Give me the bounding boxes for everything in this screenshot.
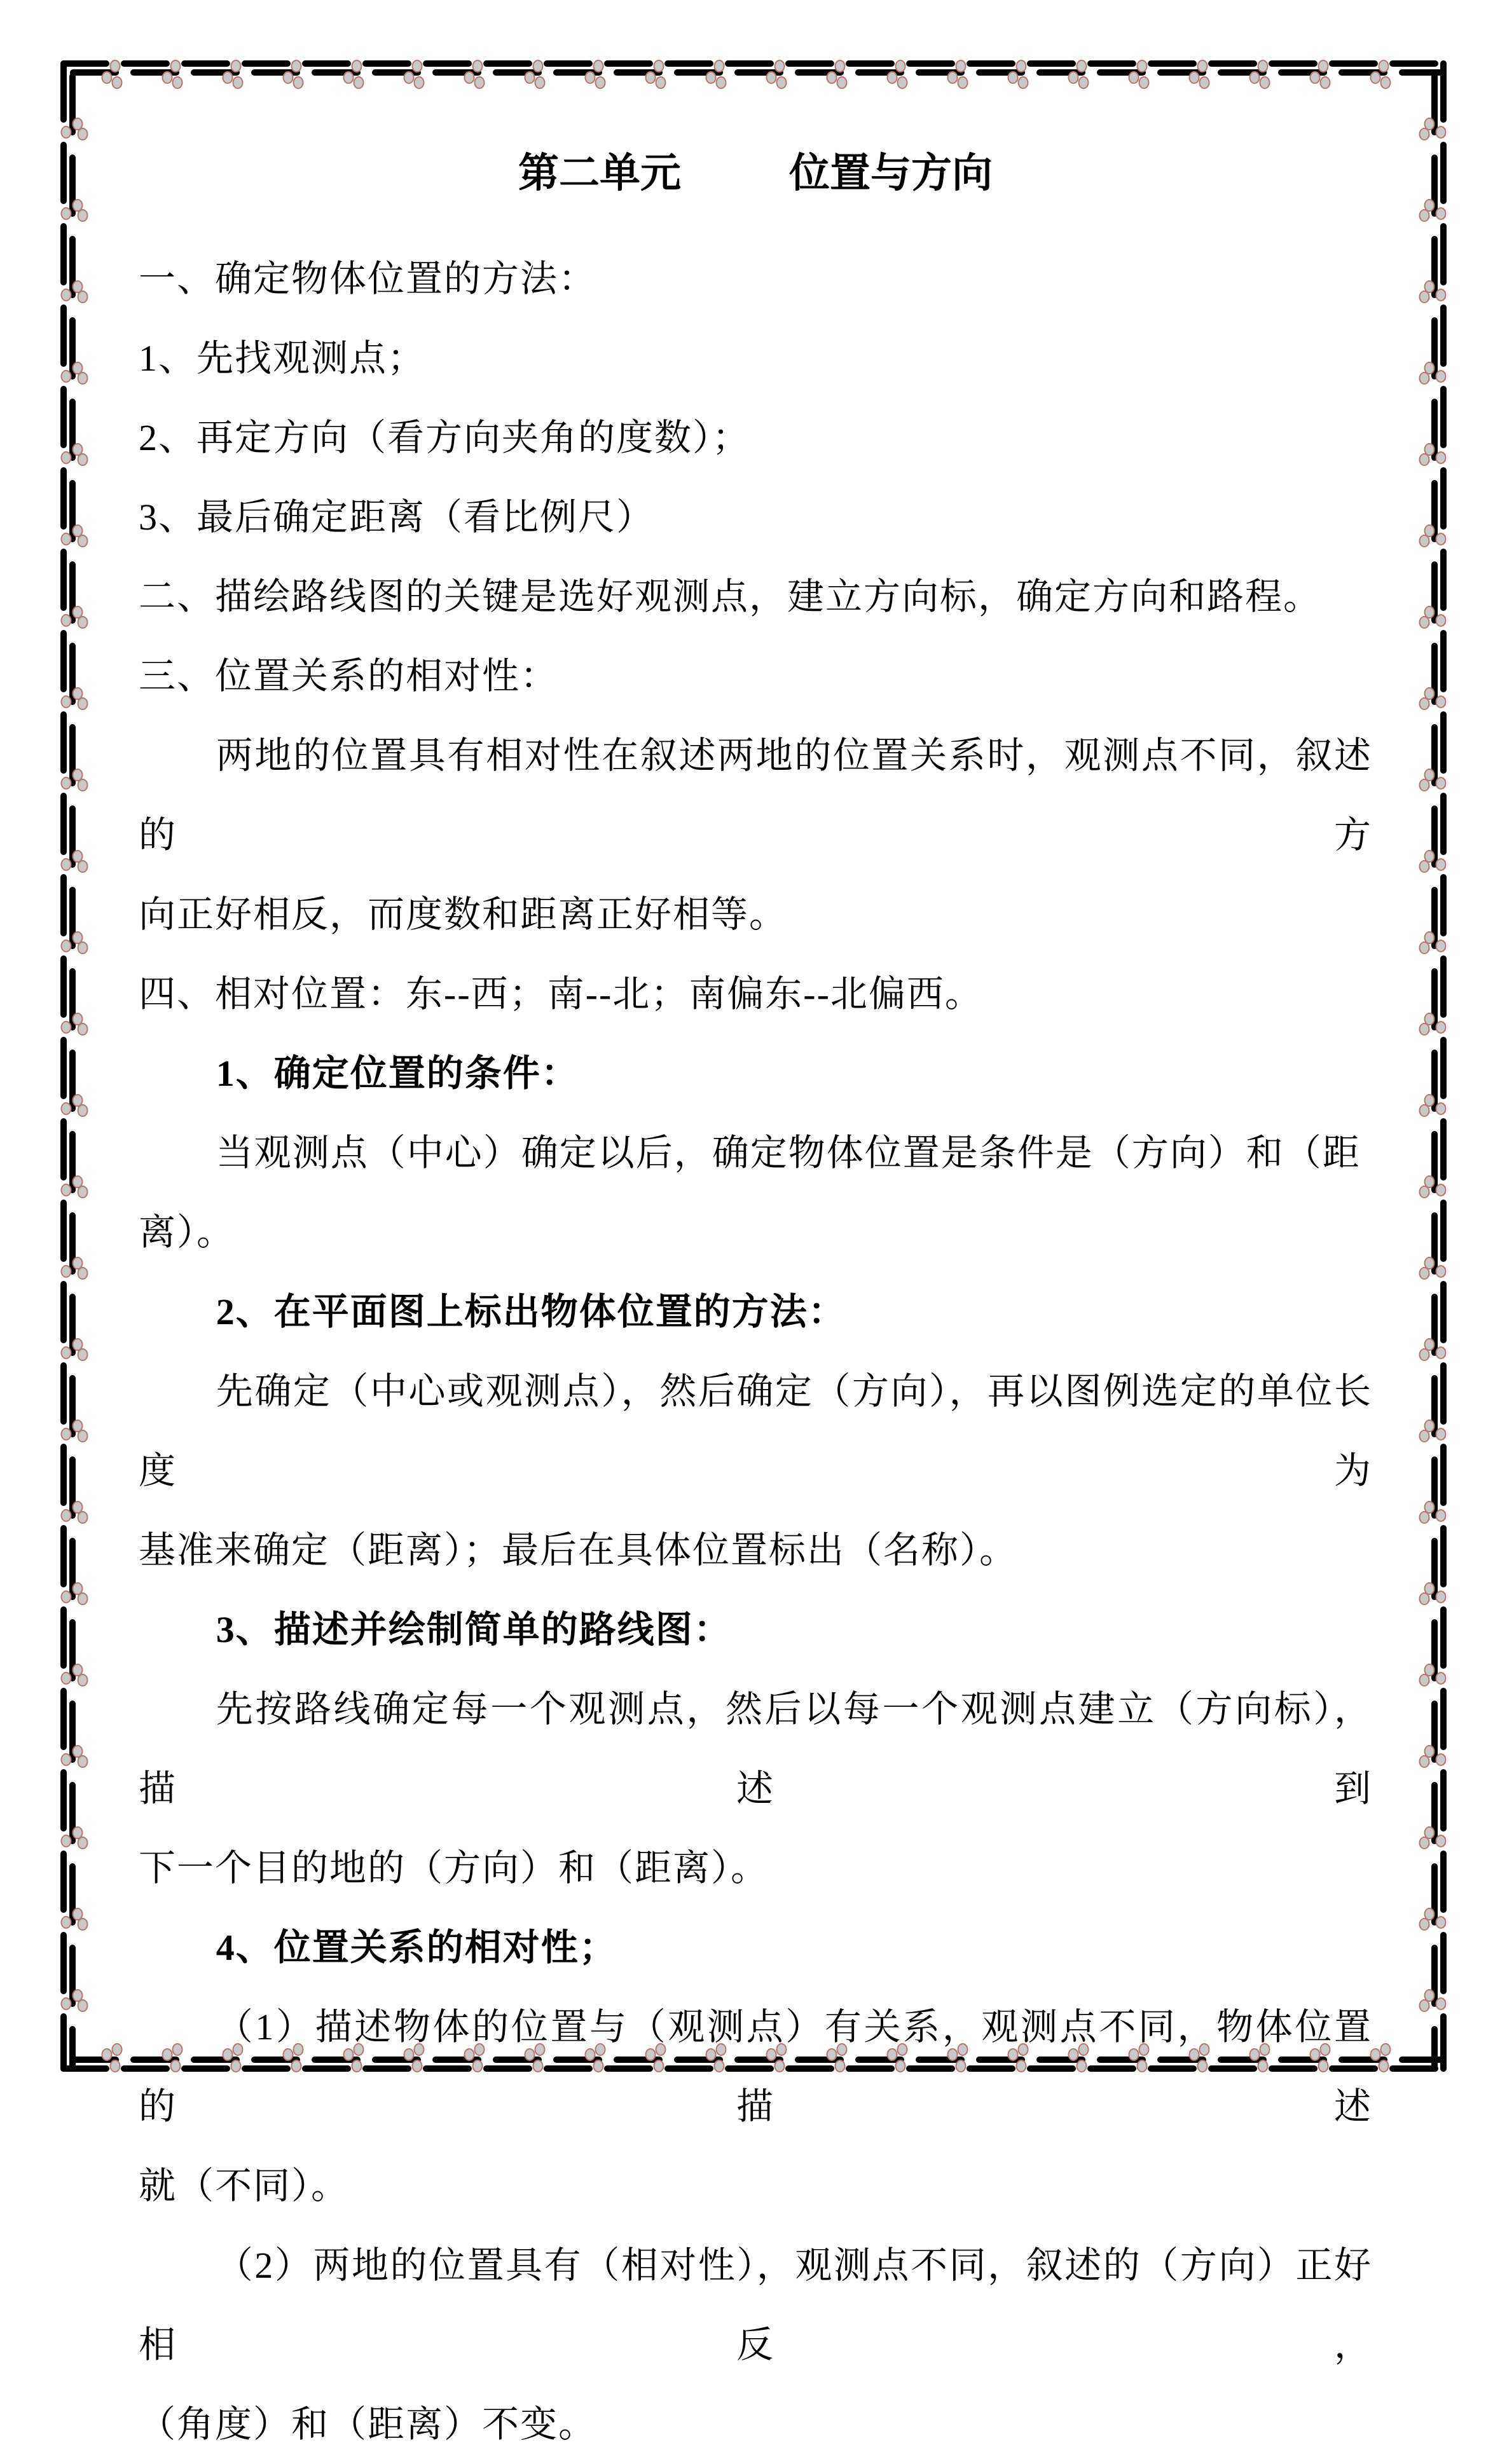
document-title [139, 145, 1372, 202]
text-line: 四、相对位置：东--西；南--北；南偏东--北偏西。 [139, 973, 983, 1015]
text-line: 1、确定位置的条件： [216, 1053, 579, 1094]
text-line: 下一个目的地的（方向）和（距离）。 [139, 1847, 769, 1889]
text-line: 三、位置关系的相对性： [139, 655, 559, 697]
text-line: 向正好相反，而度数和距离正好相等。 [139, 894, 788, 935]
text-line: 先按路线确定每一个观测点，然后以每一个观测点建立（方向标），描述到 [139, 1688, 1372, 1809]
text-line: 两地的位置具有相对性在叙述两地的位置关系时，观测点不同，叙述的方 [139, 735, 1372, 856]
text-line: 先确定（中心或观测点），然后确定（方向），再以图例选定的单位长度为 [139, 1371, 1372, 1491]
text-line: 当观测点（中心）确定以后，确定物体位置是条件是（方向）和（距离）。 [139, 1132, 1361, 1253]
title-unit: 第二单元 [518, 151, 681, 196]
text-line: （角度）和（距离）不变。 [139, 2404, 597, 2445]
text-line: （2）两地的位置具有（相对性），观测点不同，叙述的（方向）正好相反， [139, 2245, 1372, 2365]
document-content [139, 0, 1372, 2464]
text-line: 1、先找观测点； [139, 338, 426, 379]
text-line: 一、确定物体位置的方法： [139, 258, 597, 299]
text-line: 4、位置关系的相对性； [216, 1927, 617, 1968]
text-line: 二、描绘路线图的关键是选好观测点，建立方向标，确定方向和路程。 [139, 576, 1322, 617]
text-line: 2、在平面图上标出物体位置的方法： [216, 1291, 846, 1332]
document-body [139, 239, 1372, 2464]
title-subject: 位置与方向 [789, 151, 993, 196]
text-line: 就（不同）。 [139, 2165, 350, 2207]
text-line: 3、描述并绘制简单的路线图： [216, 1609, 732, 1650]
text-line: （1）描述物体的位置与（观测点）有关系，观测点不同，物体位置的描述 [139, 2006, 1372, 2127]
text-line: 3、最后确定距离（看比例尺） [139, 496, 655, 538]
text-line: 2、再定方向（看方向夹角的度数）； [139, 417, 751, 458]
text-line: 基准来确定（距离）；最后在具体位置标出（名称）。 [139, 1530, 1018, 1571]
